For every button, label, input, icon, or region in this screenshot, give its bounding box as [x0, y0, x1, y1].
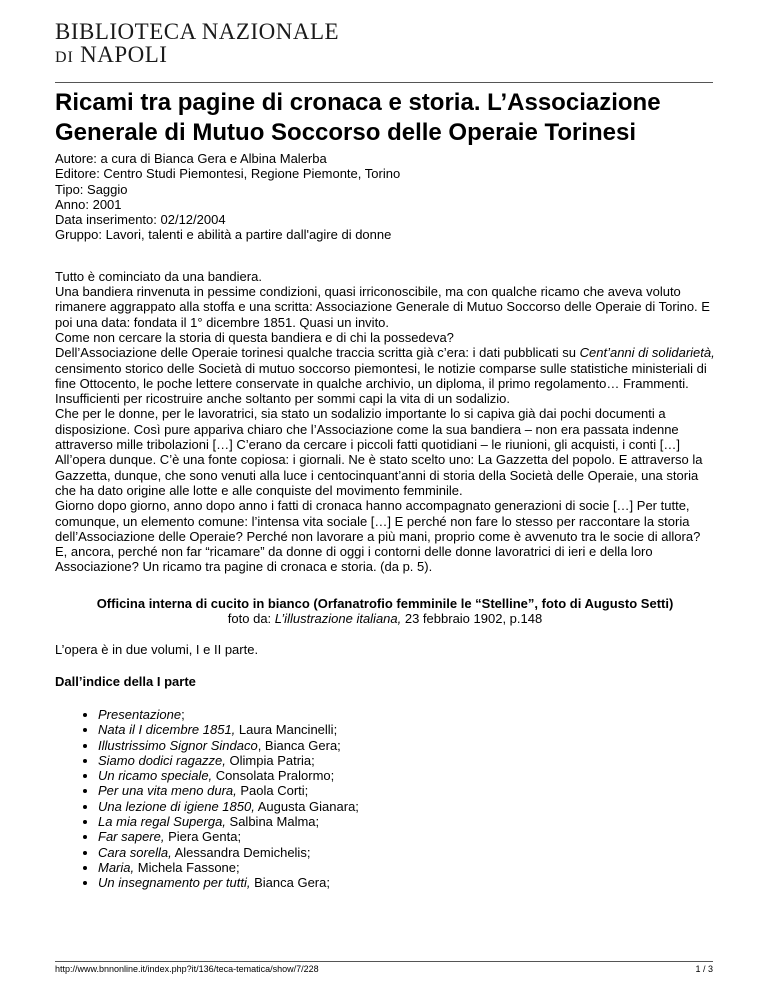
chapter-title: Presentazione: [98, 706, 182, 722]
list-item: [98, 783, 715, 798]
caption-source-date: 23 febbraio 1902, p.148: [401, 611, 543, 627]
chapter-author: ;: [181, 706, 185, 722]
caption-source-prefix: foto da:: [227, 611, 275, 627]
list-item: [98, 753, 715, 768]
list-item: [98, 829, 715, 844]
meta-type: Tipo: Saggio: [55, 181, 128, 197]
body-paragraph: Una bandiera rinvenuta in pessime condizioni, quasi irriconoscibile, ma con qualche ricamo che aveva voluto rimanere aggrappato alla stoffa e una scritta: Associazione Generale di Mutuo Soccorso delle Operaie di Torino. E poi una data: fondata il 1° dicembre 1851. Quasi un invito.: [55, 284, 710, 330]
header-divider: [55, 82, 713, 83]
chapter-author: , Bianca Gera;: [257, 737, 341, 753]
body-paragraph: Che per le donne, per le lavoratrici, sia stato un sodalizio importante lo si capiva già dai pochi documenti a disposizione. Così pure appariva chiaro che l’Associazione come la sua bandiera – non era passata indenne attraverso mille tribolazioni […] C’erano da cercare i piccoli fatti quotidiani – le riunioni, gli acquisti, i conti […]: [55, 406, 681, 453]
meta-author: Autore: a cura di Bianca Gera e Albina Malerba: [55, 151, 327, 166]
page-number: 1 / 3: [695, 964, 713, 974]
chapter-title: Per una vita meno dura,: [98, 783, 237, 799]
chapter-title: Far sapere,: [98, 829, 165, 845]
logo-line-1: BIBLIOTECA NAZIONALE: [55, 19, 340, 44]
chapter-author: Augusta Gianara;: [254, 798, 359, 814]
chapter-title: Un ricamo speciale,: [98, 768, 213, 784]
meta-date-added: Data inserimento: 02/12/2004: [55, 212, 226, 228]
caption-source: [55, 611, 715, 626]
chapter-title: Siamo dodici ragazze,: [98, 752, 226, 768]
index-heading: Dall’indice della I parte: [55, 673, 196, 689]
chapter-title: Una lezione di igiene 1850,: [98, 798, 255, 814]
chapter-title: Nata il I dicembre 1851,: [98, 722, 236, 738]
list-item: [98, 875, 715, 890]
body-paragraph: Come non cercare la storia di questa bandiera e di chi la possedeva?: [55, 329, 454, 345]
body-paragraph: Tutto è cominciato da una bandiera.: [55, 268, 262, 284]
footer-divider: [55, 961, 713, 962]
chapter-title: Maria,: [98, 859, 135, 875]
list-item: [98, 799, 715, 814]
caption-title: Officina interna di cucito in bianco (Orfanatrofio femminile le “Stelline”, foto di Augusto Setti): [96, 595, 674, 611]
metadata-block: [55, 151, 715, 243]
meta-publisher: Editore: Centro Studi Piemontesi, Regione Piemonte, Torino: [55, 166, 401, 182]
logo-prefix: DI: [55, 49, 74, 66]
chapter-title: Illustrissimo Signor Sindaco: [98, 737, 258, 753]
meta-group: Gruppo: Lavori, talenti e abilità a partire dall'agire di donne: [55, 227, 392, 243]
book-title: Cent’anni di solidarietà,: [579, 345, 715, 361]
footer-url: http://www.bnnonline.it/index.php?it/136/teca-tematica/show/7/228: [55, 964, 319, 974]
body-text: Dell’Associazione delle Operaie torinesi qualche traccia scritta già c’era: i dati pubblicati su: [55, 345, 580, 361]
chapter-author: Salbina Malma;: [225, 813, 320, 829]
chapter-title: Cara sorella,: [98, 844, 172, 860]
list-item: [98, 707, 715, 722]
article-body: [55, 269, 715, 575]
page-title: Ricami tra pagine di cronaca e storia. L’Associazione Generale di Mutuo Soccorso delle Operaie Torinesi: [55, 89, 661, 146]
chapter-title: La mia regal Superga,: [98, 813, 226, 829]
library-logo: [55, 20, 339, 69]
meta-year: Anno: 2001: [55, 196, 122, 212]
chapter-author: Laura Mancinelli;: [235, 722, 338, 738]
index-list: [55, 707, 715, 891]
list-item: [98, 860, 715, 875]
logo-city: NAPOLI: [80, 42, 168, 67]
list-item: [98, 814, 715, 829]
chapter-author: Paola Corti;: [236, 783, 309, 799]
logo-line-2: [55, 44, 339, 69]
list-item: [98, 768, 715, 783]
body-text: censimento storico delle Società di mutuo soccorso piemontesi, le notizie comparse sulle statistiche ministeriali di fine Ottocento, le poche lettere conservate in qualche archivio, un diploma, il primo regolamento… Frammenti. Insufficienti per ricostruire anche soltanto per sommi capi la vita di un sodalizio.: [55, 360, 707, 407]
chapter-author: Consolata Pralormo;: [212, 768, 335, 784]
list-item: [98, 738, 715, 753]
chapter-author: Olimpia Patria;: [225, 752, 315, 768]
list-item: [98, 845, 715, 860]
list-item: [98, 722, 715, 737]
image-caption: [55, 596, 715, 627]
caption-source-publication: L’illustrazione italiana,: [274, 611, 402, 627]
body-paragraph: All’opera dunque. C’è una fonte copiosa: i giornali. Ne è stato scelto uno: La Gazzetta del popolo. E attraverso la Gazzetta, dunque, che sono venuti alla luce i centocinquant’anni di storia della Società delle Operaie, una storia che ha dato origine alle lotte e alle conquiste del movimento femminile.: [55, 452, 703, 498]
chapter-author: Michela Fassone;: [134, 859, 240, 875]
body-paragraph: Giorno dopo giorno, anno dopo anno i fatti di cronaca hanno accompagnato generazioni di socie […] Per tutte, comunque, un elemento comune: l’intensa vita sociale […] E perché non fare lo stesso per raccontare la storia dell’Associazione delle Operaie? Perché non lavorare a più mani, proprio come è avvenuto tra le socie di allora? E, ancora, perché non far “ricamare” da donne di oggi i contorni delle donne lavoratrici di ieri e della loro Associazione? Un ricamo tra pagine di cronaca e storia. (da p. 5).: [55, 498, 701, 575]
body-paragraph: [55, 345, 715, 406]
chapter-author: Alessandra Demichelis;: [171, 844, 311, 860]
chapter-title: Un insegnamento per tutti,: [98, 875, 251, 891]
chapter-author: Bianca Gera;: [250, 875, 330, 891]
article: [55, 88, 715, 890]
volumes-note: L’opera è in due volumi, I e II parte.: [55, 642, 259, 658]
chapter-author: Piera Genta;: [164, 829, 242, 845]
